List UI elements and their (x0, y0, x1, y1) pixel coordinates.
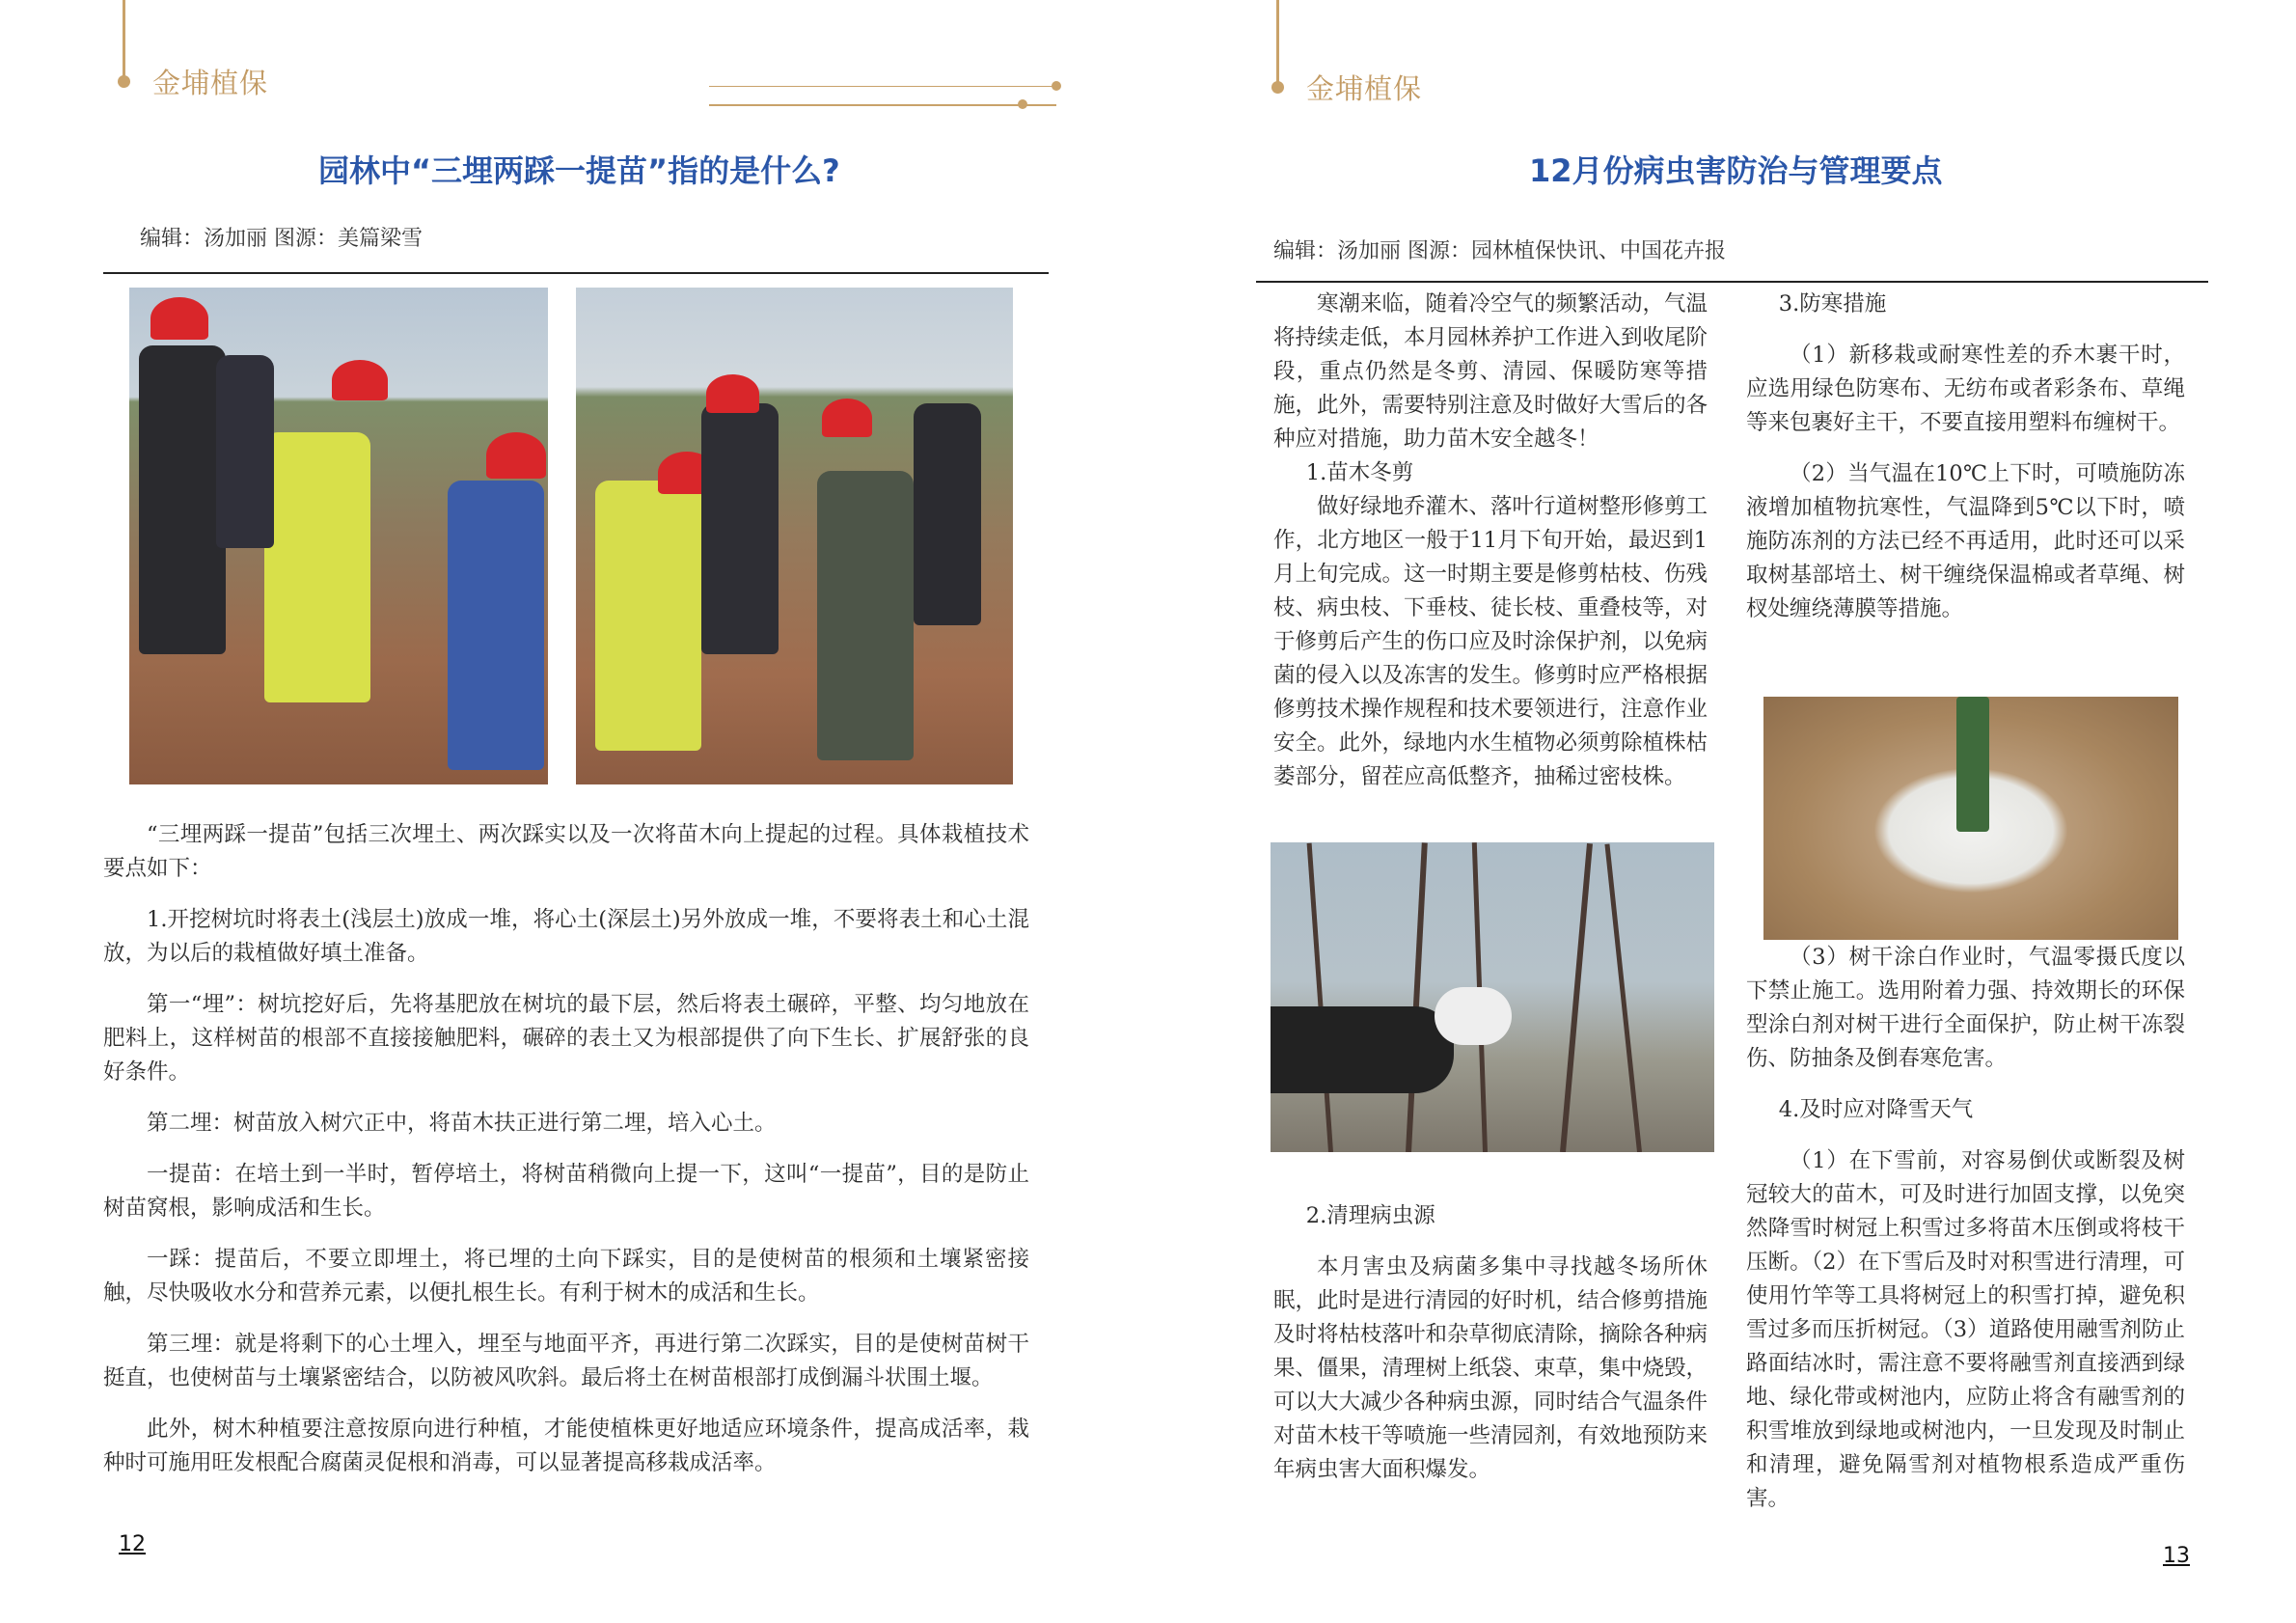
body-paragraph-lift: 一提苗：在培土到一半时，暂停培土，将树苗稍微向上提一下，这叫“一提苗”，目的是防止树苗窝根，影响成活和生长。 (103, 1162, 1029, 1221)
section-heading-snow: 4.及时应对降雪天气 (1778, 1097, 1974, 1122)
article-byline: 编辑：汤加丽 图源：美篇梁雪 (140, 227, 423, 251)
section-heading-pruning: 1.苗木冬剪 (1305, 460, 1414, 485)
body-paragraph-first-bury: 第一“埋”：树坑挖好后，先将基肥放在树坑的最下层，然后将表土碾碎，平整、均匀地放在肥料上，这样树苗的根部不直接接触肥料，碾碎的表土又为根部提供了向下生长、扩展舒张的良好条件。 (103, 992, 1029, 1085)
body-paragraph-step1: 1.开挖树坑时将表土(浅层土)放成一堆，将心土(深层土)另外放成一堆，不要将表土和心土混放，为以后的栽植做好填土准备。 (103, 907, 1029, 966)
header-gold-line-2 (709, 86, 1056, 87)
header-vertical-line (123, 0, 125, 77)
title-rule (1256, 281, 2208, 283)
page-number: 13 (2163, 1544, 2190, 1568)
pruning-paragraph: 做好绿地乔灌木、落叶行道树整形修剪工作，北方地区一般于11月下旬开始，最迟到1月上旬完成。这一时期主要是修剪枯枝、伤残枝、病虫枝、下垂枝、徒长枝、重叠枝等，对于修剪后产生的伤口应及时涂保护剂，以免病菌的侵入以及冻害的发生。修剪时应严格根据修剪技术操作规程和技术要领进行，注意作业安全。此外，绿地内水生植物必须剪除植株枯萎部分，留茬应高低整齐，抽稀过密枝株。 (1273, 494, 1708, 789)
cold-item-1: （1）新移栽或耐寒性差的乔木裹干时，应选用绿色防寒布、无纺布或者彩条布、草绳等来包裹好主干，不要直接用塑料布缠树干。 (1746, 343, 2185, 435)
body-paragraph-tread: 一踩：提苗后，不要立即埋土，将已埋的土向下踩实，目的是使树苗的根须和土壤紧密接触，尽快吸收水分和营养元素，以便扎根生长。有利于树木的成活和生长。 (103, 1247, 1029, 1306)
planting-photo-1 (129, 288, 548, 784)
col2-bottom-text (1746, 941, 2185, 1516)
header-dot (1271, 81, 1284, 94)
body-paragraph-second-bury: 第二埋：树苗放入树穴正中，将苗木扶正进行第二埋，培入心土。 (147, 1111, 777, 1136)
clean-paragraph: 本月害虫及病菌多集中寻找越冬场所休眠，此时是进行清园的好时机，结合修剪措施及时将枯枝落叶和杂草彻底清除，摘除各种病果、僵果，清理树上纸袋、束草，集中烧毁，可以大大减少各种病虫源，同时结合气温条件对苗木枝干等喷施一些清园剂，有效地预防来年病虫害大面积爆发。 (1273, 1254, 1708, 1482)
whitewash-photo (1763, 697, 2178, 940)
brand-label: 金埔植保 (152, 67, 269, 99)
right-page (1148, 0, 2296, 1623)
page-number: 12 (119, 1532, 146, 1556)
pruning-photo (1271, 842, 1714, 1152)
intro-paragraph: 寒潮来临，随着冷空气的频繁活动，气温将持续走低，本月园林养护工作进入到收尾阶段，重点仍然是冬剪、清园、保暖防寒等措施，此外，需要特别注意及时做好大雪后的各种应对措施，助力苗木安全越冬！ (1273, 291, 1708, 452)
col1-bottom-text (1273, 1199, 1708, 1487)
cold-item-3: （3）树干涂白作业时，气温零摄氏度以下禁止施工。选用附着力强、持效期长的环保型涂白剂对树干进行全面保护，防止树干冻裂伤、防抽条及倒春寒危害。 (1746, 945, 2185, 1071)
brand-label: 金埔植保 (1306, 72, 1423, 105)
header-vertical-line (1276, 0, 1279, 83)
header-gold-dot-2 (1018, 99, 1027, 109)
cold-item-2: （2）当气温在10℃上下时，可喷施防冻液增加植物抗寒性，气温降到5℃以下时，喷施防冻剂的方法已经不再适用，此时还可以采取树基部培土、树干缠绕保温棉或者草绳、树杈处缠绕薄膜等措施。 (1746, 461, 2185, 621)
body-paragraph-intro: “三埋两踩一提苗”包括三次埋土、两次踩实以及一次将苗木向上提起的过程。具体栽植技术要点如下： (103, 822, 1029, 881)
body-paragraph-third-bury: 第三埋：就是将剩下的心土埋入，埋至与地面平齐，再进行第二次踩实，目的是使树苗树干挺直，也使树苗与土壤紧密结合，以防被风吹斜。最后将土在树苗根部打成倒漏斗状围土堰。 (103, 1332, 1029, 1390)
section-heading-cold: 3.防寒措施 (1778, 291, 1887, 316)
left-article-body (103, 818, 1029, 1480)
body-paragraph-closing: 此外，树木种植要注意按原向进行种植，才能使植株更好地适应环境条件，提高成活率，栽种时可施用旺发根配合腐菌灵促根和消毒，可以显著提高移栽成活率。 (103, 1417, 1029, 1475)
header-dot (118, 75, 130, 88)
col1-top-text (1273, 288, 1708, 794)
article-title: 园林中“三埋两踩一提苗”指的是什么? (318, 152, 840, 189)
planting-photo-2 (576, 288, 1013, 784)
section-heading-clean: 2.清理病虫源 (1305, 1203, 1435, 1228)
snow-paragraph: （1）在下雪前，对容易倒伏或断裂及树冠较大的苗木，可及时进行加固支撑，以免突然降雪时树冠上积雪过多将苗木压倒或将枝干压断。（2）在下雪后及时对积雪进行清理，可使用竹竿等工具将树冠上的积雪打掉，避免积雪过多而压折树冠。（3）道路使用融雪剂防止路面结冰时，需注意不要将融雪剂直接洒到绿地、绿化带或树池内，应防止将含有融雪剂的积雪堆放到绿地或树池内，一旦发现及时制止和清理，避免隔雪剂对植物根系造成严重伤害。 (1746, 1148, 2185, 1511)
header-gold-line-1 (709, 104, 1056, 106)
article-title: 12月份病虫害防治与管理要点 (1529, 152, 1943, 189)
col2-top-text (1746, 288, 2185, 626)
title-rule (103, 272, 1049, 274)
article-byline: 编辑：汤加丽 图源：园林植保快讯、中国花卉报 (1273, 239, 1726, 263)
